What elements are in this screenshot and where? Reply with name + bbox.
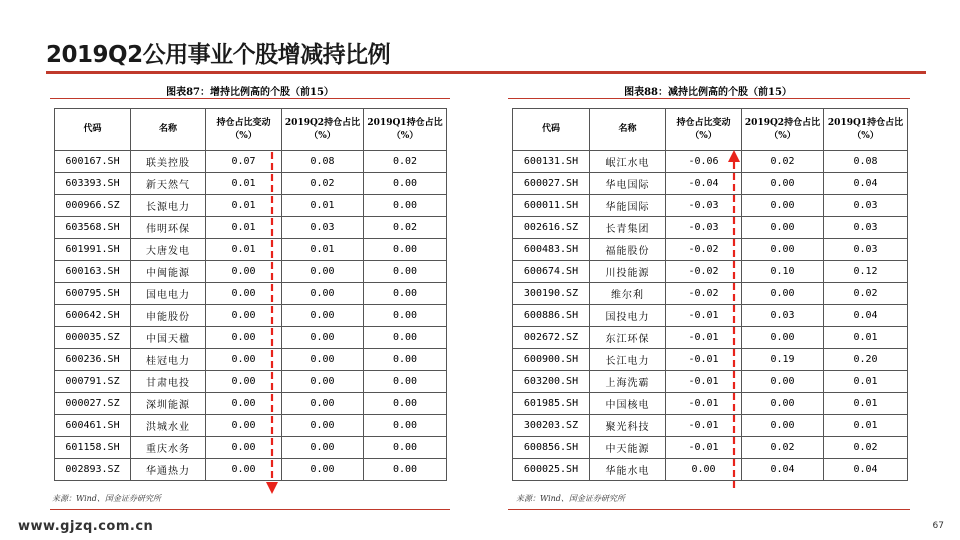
value-cell: 0.00 bbox=[282, 283, 364, 305]
footer-url: www.gjzq.com.cn bbox=[18, 519, 154, 534]
table-row bbox=[55, 305, 447, 327]
left-figure-rule bbox=[50, 98, 450, 99]
table-row bbox=[55, 349, 447, 371]
stock-name-cell: 华通热力 bbox=[131, 459, 206, 481]
value-cell: 0.12 bbox=[824, 261, 908, 283]
stock-name-cell: 深圳能源 bbox=[131, 393, 206, 415]
value-cell: 0.00 bbox=[206, 283, 282, 305]
value-cell: 0.01 bbox=[206, 239, 282, 261]
stock-code-cell: 600856.SH bbox=[513, 437, 590, 459]
value-cell: 0.00 bbox=[364, 305, 447, 327]
column-header: 2019Q1持仓占比（%） bbox=[364, 109, 447, 151]
down-arrow-icon bbox=[266, 150, 278, 496]
value-cell: 0.01 bbox=[824, 371, 908, 393]
stock-name-cell: 申能股份 bbox=[131, 305, 206, 327]
stock-code-cell: 603200.SH bbox=[513, 371, 590, 393]
column-header: 代码 bbox=[55, 109, 131, 151]
stock-code-cell: 600025.SH bbox=[513, 459, 590, 481]
left-holdings-increase-table bbox=[54, 108, 447, 481]
value-cell: 0.00 bbox=[282, 415, 364, 437]
value-cell: 0.02 bbox=[364, 151, 447, 173]
value-cell: 0.00 bbox=[206, 327, 282, 349]
stock-code-cell: 601991.SH bbox=[55, 239, 131, 261]
stock-code-cell: 300203.SZ bbox=[513, 415, 590, 437]
value-cell: 0.02 bbox=[824, 283, 908, 305]
value-cell: 0.00 bbox=[742, 173, 824, 195]
stock-code-cell: 600027.SH bbox=[513, 173, 590, 195]
stock-name-cell: 长江电力 bbox=[590, 349, 666, 371]
table-row bbox=[55, 393, 447, 415]
left-figure-title: 图表87：增持比例高的个股（前15） bbox=[166, 87, 334, 98]
value-cell: 0.08 bbox=[282, 151, 364, 173]
stock-name-cell: 大唐发电 bbox=[131, 239, 206, 261]
stock-code-cell: 601985.SH bbox=[513, 393, 590, 415]
table-row bbox=[55, 283, 447, 305]
table-row bbox=[55, 217, 447, 239]
value-cell: 0.00 bbox=[364, 239, 447, 261]
table-header-row bbox=[513, 109, 908, 151]
table-row bbox=[513, 151, 908, 173]
value-cell: 0.00 bbox=[206, 437, 282, 459]
stock-code-cell: 600642.SH bbox=[55, 305, 131, 327]
table-row bbox=[55, 151, 447, 173]
value-cell: 0.00 bbox=[364, 459, 447, 481]
stock-name-cell: 中国天楹 bbox=[131, 327, 206, 349]
value-cell: 0.02 bbox=[742, 437, 824, 459]
table-row bbox=[55, 239, 447, 261]
stock-name-cell: 新天然气 bbox=[131, 173, 206, 195]
value-cell: 0.01 bbox=[824, 393, 908, 415]
stock-name-cell: 川投能源 bbox=[590, 261, 666, 283]
table-row bbox=[513, 173, 908, 195]
value-cell: -0.01 bbox=[666, 415, 742, 437]
value-cell: -0.03 bbox=[666, 217, 742, 239]
stock-name-cell: 聚光科技 bbox=[590, 415, 666, 437]
value-cell: 0.00 bbox=[742, 195, 824, 217]
stock-name-cell: 长源电力 bbox=[131, 195, 206, 217]
value-cell: 0.00 bbox=[206, 349, 282, 371]
value-cell: 0.04 bbox=[742, 459, 824, 481]
stock-code-cell: 000035.SZ bbox=[55, 327, 131, 349]
value-cell: 0.00 bbox=[364, 327, 447, 349]
stock-code-cell: 000966.SZ bbox=[55, 195, 131, 217]
value-cell: 0.00 bbox=[282, 327, 364, 349]
value-cell: 0.00 bbox=[742, 371, 824, 393]
stock-code-cell: 600236.SH bbox=[55, 349, 131, 371]
value-cell: 0.01 bbox=[282, 239, 364, 261]
stock-code-cell: 600900.SH bbox=[513, 349, 590, 371]
table-row bbox=[513, 195, 908, 217]
value-cell: 0.00 bbox=[364, 283, 447, 305]
column-header: 2019Q2持仓占比（%） bbox=[282, 109, 364, 151]
value-cell: 0.01 bbox=[824, 415, 908, 437]
stock-name-cell: 联美控股 bbox=[131, 151, 206, 173]
value-cell: 0.00 bbox=[364, 437, 447, 459]
value-cell: -0.02 bbox=[666, 283, 742, 305]
table-row bbox=[513, 283, 908, 305]
value-cell: -0.06 bbox=[666, 151, 742, 173]
stock-code-cell: 601158.SH bbox=[55, 437, 131, 459]
right-figure-title: 图表88：减持比例高的个股（前15） bbox=[624, 87, 792, 98]
value-cell: 0.19 bbox=[742, 349, 824, 371]
stock-code-cell: 600886.SH bbox=[513, 305, 590, 327]
value-cell: -0.01 bbox=[666, 437, 742, 459]
value-cell: 0.00 bbox=[364, 415, 447, 437]
value-cell: 0.01 bbox=[206, 173, 282, 195]
page-title: 2019Q2公用事业个股增减持比例 bbox=[46, 42, 391, 68]
value-cell: 0.00 bbox=[282, 437, 364, 459]
table-header-row bbox=[55, 109, 447, 151]
column-header: 2019Q1持仓占比（%） bbox=[824, 109, 908, 151]
value-cell: -0.02 bbox=[666, 261, 742, 283]
column-header: 持仓占比变动（%） bbox=[206, 109, 282, 151]
page-number: 67 bbox=[932, 521, 944, 531]
table-row bbox=[513, 415, 908, 437]
stock-name-cell: 维尔利 bbox=[590, 283, 666, 305]
value-cell: 0.00 bbox=[282, 261, 364, 283]
table-row bbox=[55, 371, 447, 393]
value-cell: 0.01 bbox=[282, 195, 364, 217]
column-header: 2019Q2持仓占比（%） bbox=[742, 109, 824, 151]
value-cell: 0.00 bbox=[206, 305, 282, 327]
value-cell: 0.00 bbox=[742, 415, 824, 437]
right-figure-rule bbox=[508, 98, 910, 99]
right-holdings-decrease-table bbox=[512, 108, 908, 481]
value-cell: 0.03 bbox=[282, 217, 364, 239]
value-cell: 0.02 bbox=[364, 217, 447, 239]
right-source-note: 来源：Wind、国金证券研究所 bbox=[516, 494, 625, 503]
table-row bbox=[513, 349, 908, 371]
column-header: 持仓占比变动（%） bbox=[666, 109, 742, 151]
value-cell: 0.02 bbox=[282, 173, 364, 195]
value-cell: 0.00 bbox=[364, 195, 447, 217]
value-cell: 0.00 bbox=[282, 459, 364, 481]
stock-code-cell: 600483.SH bbox=[513, 239, 590, 261]
stock-name-cell: 伟明环保 bbox=[131, 217, 206, 239]
value-cell: 0.00 bbox=[206, 459, 282, 481]
stock-code-cell: 600163.SH bbox=[55, 261, 131, 283]
value-cell: 0.00 bbox=[206, 261, 282, 283]
table-row bbox=[55, 173, 447, 195]
value-cell: 0.07 bbox=[206, 151, 282, 173]
stock-code-cell: 600461.SH bbox=[55, 415, 131, 437]
stock-code-cell: 600131.SH bbox=[513, 151, 590, 173]
value-cell: 0.10 bbox=[742, 261, 824, 283]
stock-code-cell: 600674.SH bbox=[513, 261, 590, 283]
value-cell: 0.00 bbox=[206, 371, 282, 393]
stock-name-cell: 长青集团 bbox=[590, 217, 666, 239]
stock-name-cell: 中闽能源 bbox=[131, 261, 206, 283]
value-cell: 0.00 bbox=[206, 415, 282, 437]
value-cell: 0.02 bbox=[742, 151, 824, 173]
column-header: 名称 bbox=[131, 109, 206, 151]
title-divider bbox=[46, 71, 926, 74]
stock-name-cell: 中国核电 bbox=[590, 393, 666, 415]
stock-code-cell: 603393.SH bbox=[55, 173, 131, 195]
table-row bbox=[55, 195, 447, 217]
value-cell: 0.00 bbox=[742, 283, 824, 305]
value-cell: 0.00 bbox=[282, 349, 364, 371]
column-header: 名称 bbox=[590, 109, 666, 151]
value-cell: -0.01 bbox=[666, 371, 742, 393]
stock-name-cell: 东江环保 bbox=[590, 327, 666, 349]
value-cell: -0.01 bbox=[666, 305, 742, 327]
table-row bbox=[513, 459, 908, 481]
table-row bbox=[55, 261, 447, 283]
stock-code-cell: 000791.SZ bbox=[55, 371, 131, 393]
value-cell: 0.00 bbox=[742, 393, 824, 415]
value-cell: 0.00 bbox=[364, 173, 447, 195]
stock-name-cell: 华电国际 bbox=[590, 173, 666, 195]
stock-name-cell: 福能股份 bbox=[590, 239, 666, 261]
table-row bbox=[55, 327, 447, 349]
left-bottom-rule bbox=[50, 509, 450, 510]
stock-code-cell: 300190.SZ bbox=[513, 283, 590, 305]
stock-name-cell: 中天能源 bbox=[590, 437, 666, 459]
value-cell: -0.01 bbox=[666, 327, 742, 349]
value-cell: -0.02 bbox=[666, 239, 742, 261]
table-row bbox=[513, 217, 908, 239]
left-source-note: 来源：Wind、国金证券研究所 bbox=[52, 494, 161, 503]
value-cell: -0.03 bbox=[666, 195, 742, 217]
stock-name-cell: 华能水电 bbox=[590, 459, 666, 481]
value-cell: 0.04 bbox=[824, 305, 908, 327]
table-row bbox=[513, 305, 908, 327]
value-cell: 0.01 bbox=[824, 327, 908, 349]
value-cell: 0.00 bbox=[364, 349, 447, 371]
stock-name-cell: 岷江水电 bbox=[590, 151, 666, 173]
value-cell: 0.00 bbox=[742, 239, 824, 261]
stock-name-cell: 华能国际 bbox=[590, 195, 666, 217]
value-cell: 0.00 bbox=[364, 393, 447, 415]
value-cell: 0.02 bbox=[824, 437, 908, 459]
stock-name-cell: 重庆水务 bbox=[131, 437, 206, 459]
stock-code-cell: 603568.SH bbox=[55, 217, 131, 239]
value-cell: 0.03 bbox=[824, 217, 908, 239]
stock-code-cell: 600011.SH bbox=[513, 195, 590, 217]
value-cell: -0.01 bbox=[666, 393, 742, 415]
right-bottom-rule bbox=[508, 509, 910, 510]
value-cell: 0.00 bbox=[282, 371, 364, 393]
value-cell: 0.04 bbox=[824, 459, 908, 481]
stock-code-cell: 600795.SH bbox=[55, 283, 131, 305]
table-row bbox=[513, 261, 908, 283]
value-cell: 0.00 bbox=[206, 393, 282, 415]
column-header: 代码 bbox=[513, 109, 590, 151]
value-cell: 0.20 bbox=[824, 349, 908, 371]
stock-code-cell: 002672.SZ bbox=[513, 327, 590, 349]
value-cell: 0.03 bbox=[742, 305, 824, 327]
value-cell: 0.00 bbox=[364, 261, 447, 283]
table-row bbox=[513, 393, 908, 415]
stock-name-cell: 国电电力 bbox=[131, 283, 206, 305]
table-row bbox=[513, 327, 908, 349]
table-row bbox=[513, 437, 908, 459]
value-cell: -0.04 bbox=[666, 173, 742, 195]
value-cell: 0.03 bbox=[824, 239, 908, 261]
value-cell: 0.04 bbox=[824, 173, 908, 195]
stock-name-cell: 国投电力 bbox=[590, 305, 666, 327]
table-row bbox=[55, 415, 447, 437]
stock-code-cell: 002893.SZ bbox=[55, 459, 131, 481]
stock-name-cell: 甘肃电投 bbox=[131, 371, 206, 393]
value-cell: -0.01 bbox=[666, 349, 742, 371]
stock-code-cell: 600167.SH bbox=[55, 151, 131, 173]
value-cell: 0.00 bbox=[742, 327, 824, 349]
stock-name-cell: 上海洗霸 bbox=[590, 371, 666, 393]
value-cell: 0.03 bbox=[824, 195, 908, 217]
value-cell: 0.00 bbox=[666, 459, 742, 481]
table-row bbox=[513, 239, 908, 261]
value-cell: 0.01 bbox=[206, 217, 282, 239]
value-cell: 0.00 bbox=[364, 371, 447, 393]
up-arrow-icon bbox=[728, 150, 740, 490]
stock-code-cell: 000027.SZ bbox=[55, 393, 131, 415]
table-row bbox=[55, 437, 447, 459]
value-cell: 0.08 bbox=[824, 151, 908, 173]
stock-name-cell: 洪城水业 bbox=[131, 415, 206, 437]
value-cell: 0.01 bbox=[206, 195, 282, 217]
stock-code-cell: 002616.SZ bbox=[513, 217, 590, 239]
table-row bbox=[55, 459, 447, 481]
value-cell: 0.00 bbox=[742, 217, 824, 239]
value-cell: 0.00 bbox=[282, 393, 364, 415]
value-cell: 0.00 bbox=[282, 305, 364, 327]
stock-name-cell: 桂冠电力 bbox=[131, 349, 206, 371]
table-row bbox=[513, 371, 908, 393]
